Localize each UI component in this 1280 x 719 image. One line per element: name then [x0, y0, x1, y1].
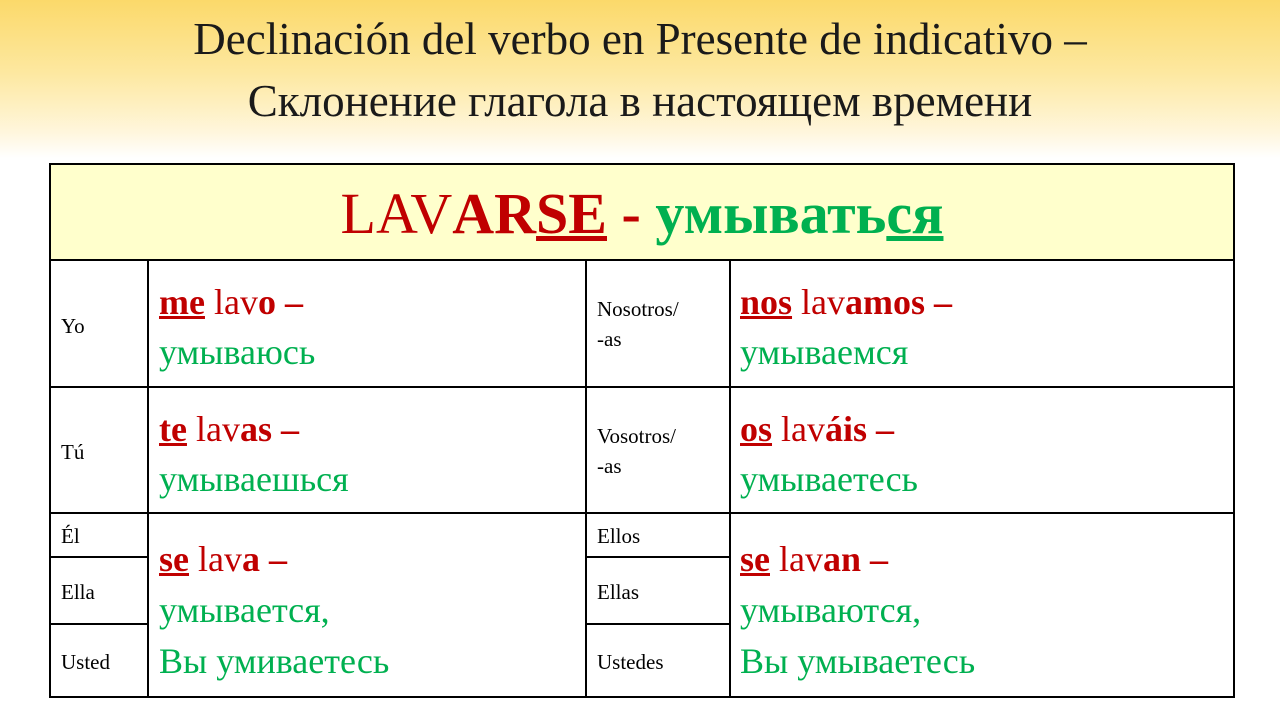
pronoun-ella: Ella — [61, 580, 95, 604]
verb-ending-form: o — [257, 282, 276, 322]
subrow-divider — [49, 623, 149, 625]
table-border-left — [49, 261, 51, 698]
title-line-russian: Склонение глагола в настоящем времени — [247, 76, 1033, 126]
verb-dash: - — [607, 181, 656, 246]
column-divider — [585, 261, 587, 698]
pronoun-vosotros — [597, 423, 676, 479]
reflexive-pronoun: se — [159, 539, 189, 579]
reflexive-pronoun: se — [740, 539, 770, 579]
verb-stem-form: lav — [189, 539, 242, 579]
verb-stem-form: lav — [204, 282, 258, 322]
verb-translation-suffix: ся — [886, 181, 944, 246]
row-divider — [49, 386, 1235, 388]
table-border-right — [1233, 261, 1235, 698]
verb-stem-form: lav — [792, 282, 846, 322]
reflexive-pronoun: te — [159, 409, 187, 449]
verb-ending-form: áis — [825, 409, 868, 449]
verb-heading — [49, 163, 1235, 261]
pronoun-yo: Yo — [61, 314, 85, 338]
verb-ending: AR — [452, 181, 537, 246]
title-banner — [0, 0, 1280, 132]
reflexive-pronoun: nos — [740, 282, 793, 322]
dash: – — [275, 282, 303, 322]
subrow-divider — [586, 623, 731, 625]
title-line-spanish: Declinación del verbo en Presente de indicativo – — [193, 14, 1087, 64]
translation-formal: Вы умываетесь — [740, 641, 976, 681]
pronoun-el: Él — [61, 524, 80, 548]
translation: умываются, — [740, 590, 922, 630]
subrow-divider — [49, 556, 149, 558]
dash: – — [867, 409, 895, 449]
verb-ending-form: as — [239, 409, 272, 449]
pronoun-ustedes: Ustedes — [597, 650, 664, 674]
verb-stem: LAV — [340, 181, 453, 246]
translation: умываетесь — [740, 459, 918, 499]
conjugation-yo — [159, 277, 315, 377]
conjugation-vosotros — [740, 404, 918, 504]
pronoun-usted: Usted — [61, 650, 110, 674]
conjugation-tu — [159, 404, 349, 504]
table-border-bottom — [49, 696, 1235, 698]
verb-ending-form: a — [241, 539, 260, 579]
reflexive-pronoun: os — [740, 409, 773, 449]
verb-stem-form: lav — [186, 409, 240, 449]
conjugation-ellos-ellas-ustedes — [740, 534, 975, 687]
verb-ending-form: amos — [845, 282, 926, 322]
translation: умываемся — [740, 332, 909, 372]
reflexive-pronoun: me — [159, 282, 205, 322]
pronoun-nosotros — [597, 296, 679, 352]
dash: – — [861, 539, 889, 579]
column-divider — [147, 261, 149, 698]
dash: – — [259, 539, 287, 579]
conjugation-el-ella-usted — [159, 534, 389, 687]
subrow-divider — [586, 556, 731, 558]
translation: умываешься — [159, 459, 349, 499]
verb-translation: умывать — [655, 181, 887, 246]
pronoun-line: -as — [597, 454, 622, 478]
translation-formal: Вы умиваетесь — [159, 641, 390, 681]
translation: умываюсь — [159, 332, 316, 372]
pronoun-ellas: Ellas — [597, 580, 639, 604]
pronoun-ellos: Ellos — [597, 524, 641, 548]
pronoun-line: Vosotros/ — [597, 424, 676, 448]
verb-reflexive-suffix: SE — [536, 181, 607, 246]
translation: умывается, — [159, 590, 330, 630]
pronoun-line: -as — [597, 327, 622, 351]
verb-stem-form: lav — [772, 409, 825, 449]
pronoun-tu: Tú — [61, 440, 85, 464]
dash: – — [925, 282, 953, 322]
verb-stem-form: lav — [770, 539, 823, 579]
verb-ending-form: an — [822, 539, 862, 579]
conjugation-nosotros — [740, 277, 952, 377]
row-divider — [49, 512, 1235, 514]
pronoun-line: Nosotros/ — [597, 297, 679, 321]
column-divider — [729, 261, 731, 698]
header-fade — [0, 132, 1280, 158]
dash: – — [271, 409, 299, 449]
